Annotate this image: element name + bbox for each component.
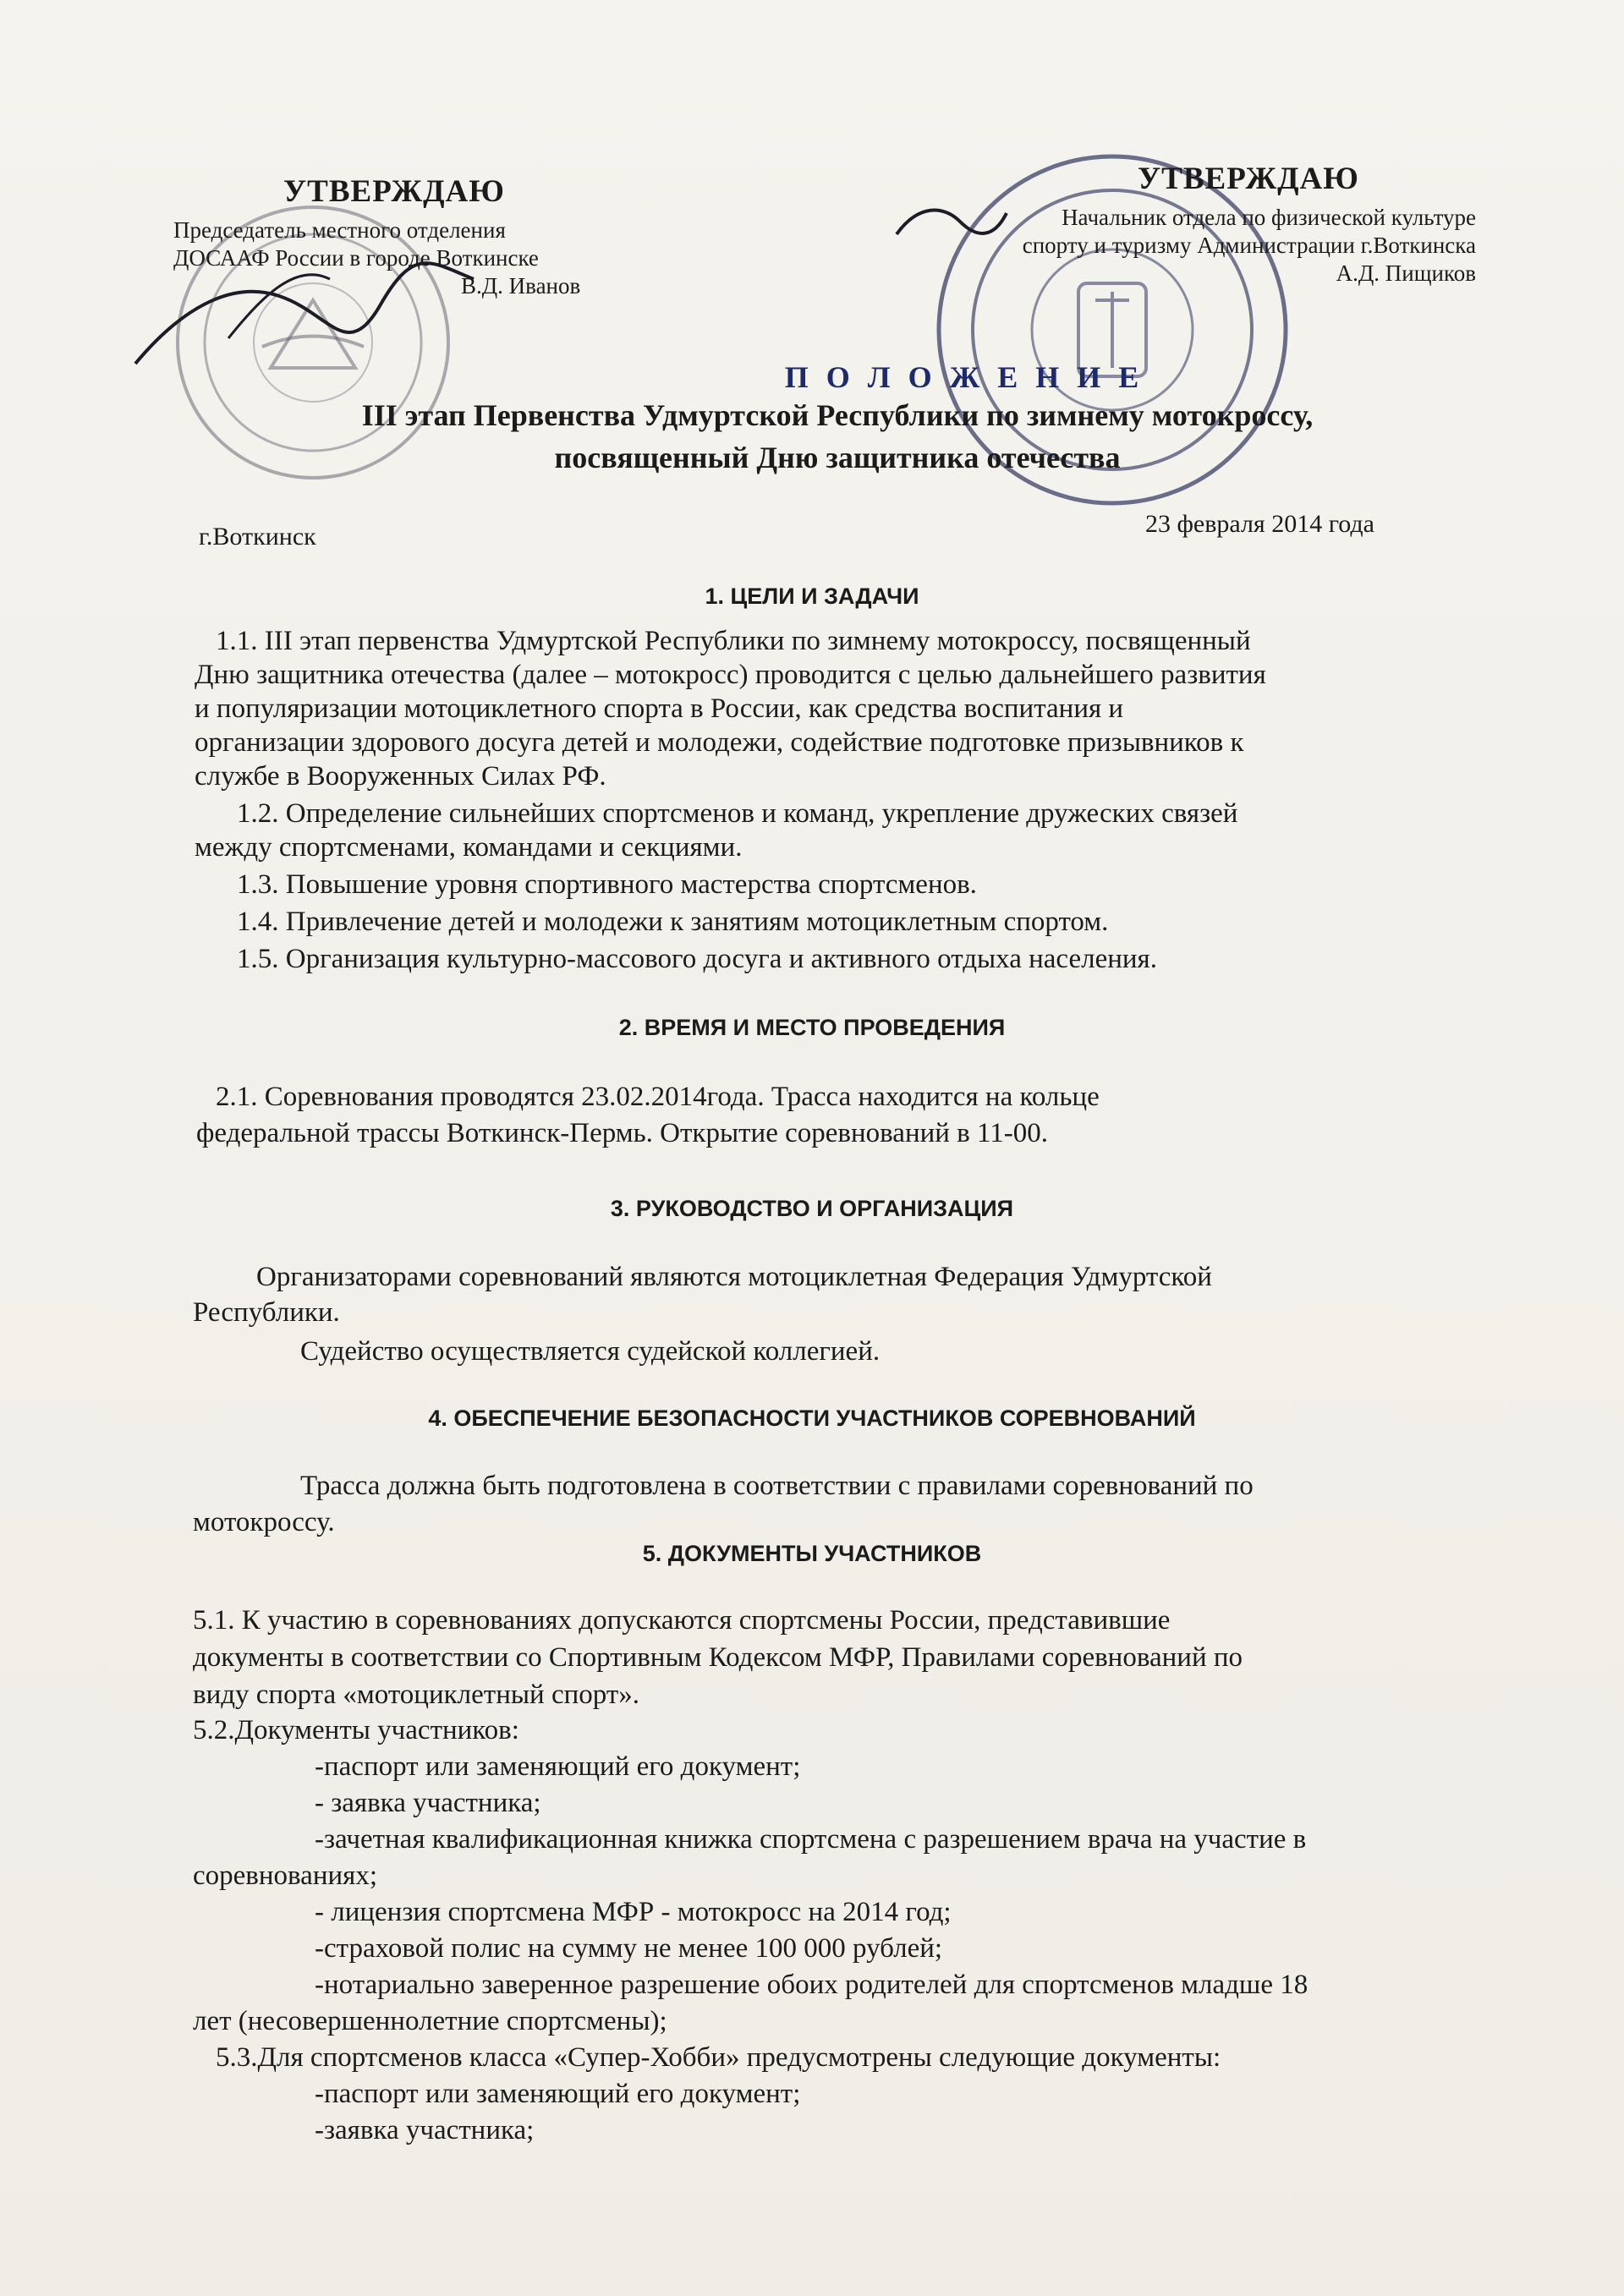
approver-position-left: Председатель местного отделения [173, 217, 506, 243]
approver-organization-left: ДОСААФ России в городе Воткинске [173, 245, 539, 271]
section1-line: 1.3. Повышение уровня спортивного мастерства спортсменов. [237, 869, 977, 900]
section5-line: -заявка участника; [315, 2115, 535, 2145]
section5-heading: 5. ДОКУМЕНТЫ УЧАСТНИКОВ [642, 1541, 982, 1566]
section5-line: виду спорта «мотоциклетный спорт». [193, 1680, 639, 1710]
document-city: г.Воткинск [199, 523, 316, 551]
section5-line: соревнованиях; [193, 1860, 377, 1891]
section5-line: -зачетная квалификационная книжка спортсмена с разрешением врача на участие в [315, 1824, 1307, 1855]
document-subtitle-line2: посвященный Дню защитника отечества [554, 441, 1121, 474]
approval-block-right [884, 161, 1476, 288]
section1-line: 1.2. Определение сильнейших спортсменов и команд, укрепление дружеских связей [237, 798, 1238, 829]
section3-line: Республики. [193, 1297, 340, 1328]
section5-line: -паспорт или заменяющий его документ; [315, 2079, 801, 2109]
document-subtitle-line1: III этап Первенства Удмуртской Республики по зимнему мотокроссу, [361, 398, 1314, 432]
section1-line: службе в Вооруженных Силах РФ. [195, 761, 606, 792]
section5-line: документы в соответствии со Спортивным Кодексом МФР, Правилами соревнований по [193, 1642, 1243, 1673]
section1-line: и популяризации мотоциклетного спорта в России, как средства воспитания и [195, 693, 1124, 724]
section2-heading: 2. ВРЕМЯ И МЕСТО ПРОВЕДЕНИЯ [618, 1015, 1006, 1040]
document-title: П О Л О Ж Е Н И Е [784, 360, 1144, 394]
approver-name-left: В.Д. Иванов [461, 273, 581, 299]
section5-line: 5.2.Документы участников: [193, 1715, 519, 1745]
section4-line: мотокроссу. [193, 1507, 335, 1537]
section5-line: - заявка участника; [315, 1788, 541, 1818]
approver-position-right: Начальник отдела по физической культуре [1062, 205, 1476, 230]
section4-line: Трасса должна быть подготовлена в соответствии с правилами соревнований по [300, 1471, 1254, 1501]
section3-heading: 3. РУКОВОДСТВО И ОРГАНИЗАЦИЯ [610, 1196, 1014, 1221]
approve-title-right: УТВЕРЖДАЮ [1138, 162, 1359, 196]
section5-line: 5.3.Для спортсменов класса «Супер-Хобби» предусмотрены следующие документы: [216, 2042, 1221, 2073]
section1-line: между спортсменами, командами и секциями. [195, 832, 743, 863]
section1-heading: 1. ЦЕЛИ И ЗАДАЧИ [705, 584, 919, 609]
section1-line: Дню защитника отечества (далее – мотокросс) проводится с целью дальнейшего развития [195, 660, 1266, 690]
section2-line: федеральной трассы Воткинск-Пермь. Открытие соревнований в 11-00. [196, 1118, 1049, 1148]
section3-line: Судейство осуществляется судейской коллегией. [300, 1336, 881, 1367]
section5-line: -страховой полис на сумму не менее 100 000 рублей; [315, 1933, 943, 1964]
section2-line: 2.1. Соревнования проводятся 23.02.2014года. Трасса находится на кольце [216, 1082, 1100, 1112]
section5-line: -нотариально заверенное разрешение обоих родителей для спортсменов младше 18 [315, 1970, 1309, 2000]
approver-name-right: А.Д. Пищиков [1336, 260, 1476, 286]
section1-line: 1.4. Привлечение детей и молодежи к занятиям мотоциклетным спортом. [237, 907, 1109, 937]
approve-title-left: УТВЕРЖДАЮ [283, 174, 505, 209]
section4-heading: 4. ОБЕСПЕЧЕНИЕ БЕЗОПАСНОСТИ УЧАСТНИКОВ СОРЕВНОВАНИЙ [428, 1406, 1196, 1431]
section1-line: организации здорового досуга детей и молодежи, содействие подготовке призывников к [195, 727, 1244, 758]
section1-line: 1.5. Организация культурно-массового досуга и активного отдыха населения. [237, 944, 1157, 974]
section5-line: -паспорт или заменяющий его документ; [315, 1751, 801, 1782]
section1-line: 1.1. III этап первенства Удмуртской Республики по зимнему мотокроссу, посвященный [216, 626, 1251, 656]
approver-organization-right: спорту и туризму Администрации г.Воткинска [1022, 233, 1476, 258]
section5-line: лет (несовершеннолетние спортсмены); [193, 2006, 667, 2036]
document-date: 23 февраля 2014 года [1144, 510, 1374, 538]
section3-line: Организаторами соревнований являются мотоциклетная Федерация Удмуртской [256, 1262, 1212, 1292]
section5-line: - лицензия спортсмена МФР - мотокросс на 2014 год; [315, 1897, 952, 1927]
approval-block-left [173, 173, 664, 300]
section5-line: 5.1. К участию в соревнованиях допускаются спортсмены России, представившие [193, 1605, 1171, 1636]
